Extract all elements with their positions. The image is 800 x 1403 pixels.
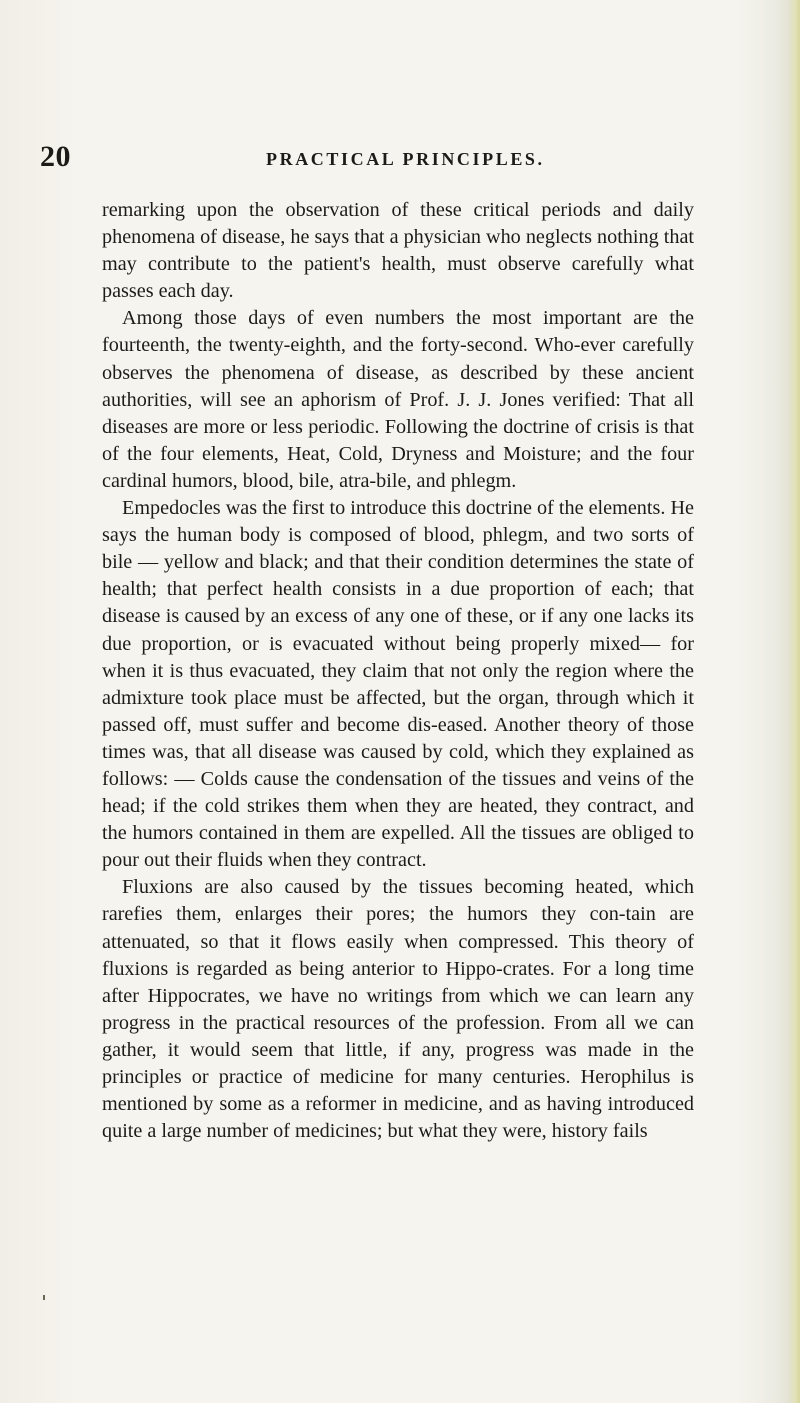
running-title: PRACTICAL PRINCIPLES. [266, 149, 545, 169]
paragraph-2: Among those days of even numbers the most important are the fourteenth, the twenty-eighth, and the forty-second. Who-ever carefully observes the phenomena of disease, as described by these ancient authorities, will see an aphorism of Prof. J. J. Jones verified: That all diseases are more or less periodic. Following the doctrine of crisis is that of the four elements, Heat, Cold, Dryness and Moisture; and the four cardinal humors, blood, bile, atra-bile, and phlegm. [102, 307, 694, 492]
page-number: 20 [40, 140, 71, 173]
body-text [102, 197, 694, 1145]
paragraph-4: Fluxions are also caused by the tissues becoming heated, which rarefies them, enlarges their pores; the humors they con-tain are attenuated, so that it flows easily when compressed. This theory of fluxions is regarded as being anterior to Hippo-crates. For a long time after Hippocrates, we have no writings from which we can learn any progress in the practical resources of the profession. From all we can gather, it would seem that little, if any, progress was made in the principles or practice of medicine for many centuries. Herophilus is mentioned by some as a reformer in medicine, and as having introduced quite a large number of medicines; but what they were, history fails [102, 876, 694, 1143]
ink-speck [43, 1295, 45, 1300]
paragraph-3: Empedocles was the first to introduce this doctrine of the elements. He says the human body is composed of blood, phlegm, and two sorts of bile — yellow and black; and that their condition determines the state of health; that perfect health consists in a due proportion of each; that disease is caused by an excess of any one of these, or if any one lacks its due proportion, or is evacuated without being properly mixed— for when it is thus evacuated, they claim that not only the region where the admixture took place must be affected, but the organ, through which it passed off, must suffer and become dis-eased. Another theory of those times was, that all disease was caused by cold, which they explained as follows: — Colds cause the condensation of the tissues and veins of the head; if the cold strikes them when they are heated, they contract, and the humors contained in them are expelled. All the tissues are obliged to pour out their fluids when they contract. [102, 497, 694, 872]
paragraph-1: remarking upon the observation of these critical periods and daily phenomena of disease, he says that a physician who neglects nothing that may contribute to the patient's health, must observe carefully what passes each day. [102, 199, 695, 303]
page-edge-shadow [788, 0, 800, 1403]
running-head [40, 140, 780, 179]
